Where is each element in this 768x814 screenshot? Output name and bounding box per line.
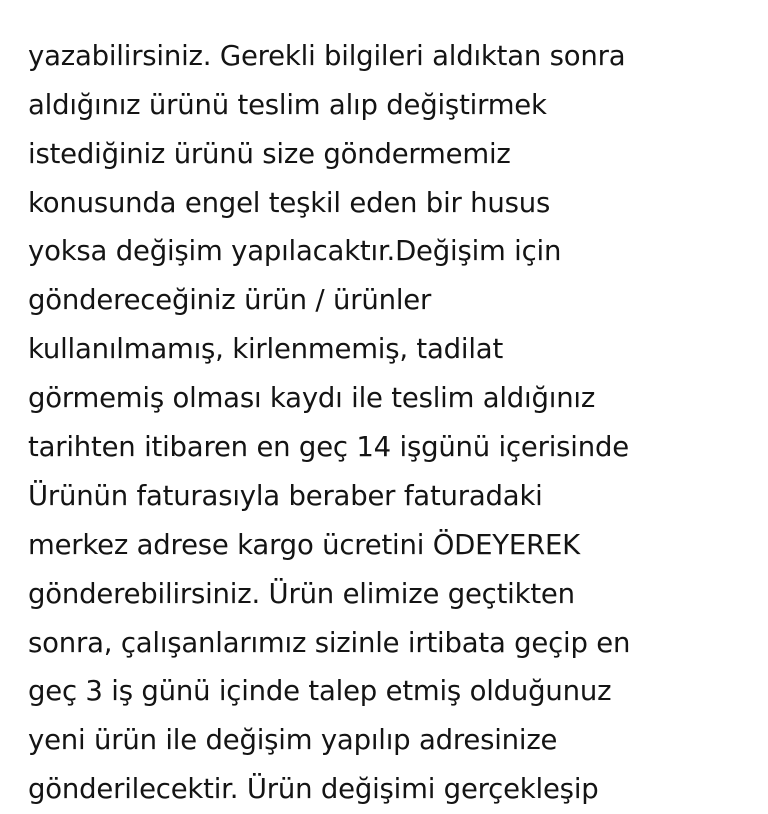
text-line: gönderebilirsiniz. Ürün elimize geçtikten — [28, 577, 575, 610]
text-line: sonra, çalışanlarımız sizinle irtibata geçip en — [28, 626, 631, 659]
text-line: aldığınız ürünü teslim alıp değiştirmek — [28, 88, 547, 121]
text-line: göndereceğiniz ürün / ürünler — [28, 284, 432, 317]
text-line: yeni ürün ile değişim yapılıp adresinize — [28, 724, 558, 757]
text-line-top-clipped — [28, 0, 768, 32]
text-line: yoksa değişim yapılacaktır.Değişim için — [28, 235, 562, 268]
text-line: merkez adrese kargo ücretini ÖDEYEREK — [28, 528, 580, 561]
text-line: istediğiniz ürünü size göndermemiz — [28, 137, 511, 170]
body-text — [28, 0, 768, 814]
text-line: görmemiş olması kaydı ile teslim aldığınız — [28, 382, 596, 415]
text-line: geç 3 iş günü içinde talep etmiş olduğunuz — [28, 675, 612, 708]
text-line: yazabilirsiniz. Gerekli bilgileri aldıktan sonra — [28, 39, 626, 72]
text-line: Ürünün faturasıyla beraber faturadaki — [28, 479, 543, 512]
text-line: kullanılmamış, kirlenmemiş, tadilat — [28, 333, 504, 366]
text-line: tarihten itibaren en geç 14 işgünü içerisinde — [28, 431, 629, 464]
text-line: konusunda engel teşkil eden bir husus — [28, 186, 551, 219]
text-line: gönderilecektir. Ürün değişimi gerçekleşip — [28, 773, 599, 806]
